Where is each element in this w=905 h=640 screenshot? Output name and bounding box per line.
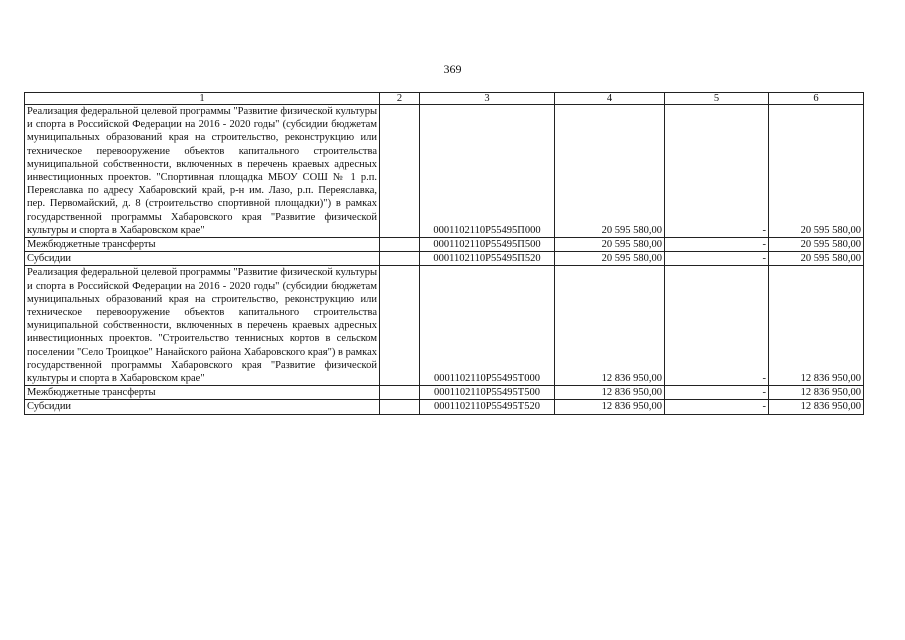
row-total: 12 836 950,00 [769, 266, 864, 386]
table-row [25, 266, 864, 386]
row-col2 [380, 386, 420, 400]
row-code: 0001102110Р55495Т000 [420, 266, 555, 386]
row-col2 [380, 238, 420, 252]
page-number: 369 [443, 62, 462, 76]
row-col2 [380, 252, 420, 266]
row-amount: 20 595 580,00 [555, 238, 665, 252]
row-col5: - [665, 266, 769, 386]
row-code: 0001102110Р55495Т500 [420, 386, 555, 400]
row-col5: - [665, 252, 769, 266]
row-col5: - [665, 386, 769, 400]
budget-table [24, 92, 864, 415]
table-row [25, 105, 864, 238]
header-col-1: 1 [25, 93, 380, 105]
table-row [25, 238, 864, 252]
row-code: 0001102110Р55495П000 [420, 105, 555, 238]
header-col-3: 3 [420, 93, 555, 105]
table-row [25, 252, 864, 266]
header-col-6: 6 [769, 93, 864, 105]
row-description: Реализация федеральной целевой программы "Развитие физической культуры и спорта в Российской Федерации на 2016 - 2020 годы" (субсидии бюджетам муниципальных образований края на строительство, реконструкцию или техническое перевооружение объектов капитального строительства муниципальной собственности, включенных в перечень краевых адресных инвестиционных проектов. "Строительство теннисных кортов в сельском поселении "Село Троицкое" Нанайского района Хабаровского края") в рамках государственной программы Хабаровского края "Развитие физической культуры и спорта в Хабаровском крае" [25, 266, 380, 386]
row-total: 12 836 950,00 [769, 386, 864, 400]
row-description: Межбюджетные трансферты [25, 238, 380, 252]
row-amount: 20 595 580,00 [555, 252, 665, 266]
row-total: 12 836 950,00 [769, 400, 864, 414]
row-total: 20 595 580,00 [769, 238, 864, 252]
header-col-4: 4 [555, 93, 665, 105]
row-amount: 12 836 950,00 [555, 266, 665, 386]
row-code: 0001102110Р55495Т520 [420, 400, 555, 414]
row-code: 0001102110Р55495П520 [420, 252, 555, 266]
row-description: Субсидии [25, 400, 380, 414]
row-description: Реализация федеральной целевой программы "Развитие физической культуры и спорта в Российской Федерации на 2016 - 2020 годы" (субсидии бюджетам муниципальных образований края на строительство, реконструкцию или техническое перевооружение объектов капитального строительства муниципальной собственности, включенных в перечень краевых адресных инвестиционных проектов. "Спортивная площадка МБОУ СОШ № 1 р.п. Переяславка по адресу Хабаровский край, р-н им. Лазо, р.п. Переяславка, пер. Первомайский, д. 8 (строительство спортивной площадки)") в рамках государственной программы Хабаровского края "Развитие физической культуры и спорта в Хабаровском крае" [25, 105, 380, 238]
row-col2 [380, 266, 420, 386]
row-total: 20 595 580,00 [769, 252, 864, 266]
row-code: 0001102110Р55495П500 [420, 238, 555, 252]
row-col2 [380, 105, 420, 238]
row-amount: 20 595 580,00 [555, 105, 665, 238]
row-col5: - [665, 238, 769, 252]
table-row [25, 400, 864, 414]
row-total: 20 595 580,00 [769, 105, 864, 238]
row-amount: 12 836 950,00 [555, 386, 665, 400]
row-col5: - [665, 105, 769, 238]
row-col5: - [665, 400, 769, 414]
row-col2 [380, 400, 420, 414]
header-row [25, 93, 864, 105]
row-description: Межбюджетные трансферты [25, 386, 380, 400]
table-row [25, 386, 864, 400]
row-amount: 12 836 950,00 [555, 400, 665, 414]
header-col-5: 5 [665, 93, 769, 105]
header-col-2: 2 [380, 93, 420, 105]
row-description: Субсидии [25, 252, 380, 266]
